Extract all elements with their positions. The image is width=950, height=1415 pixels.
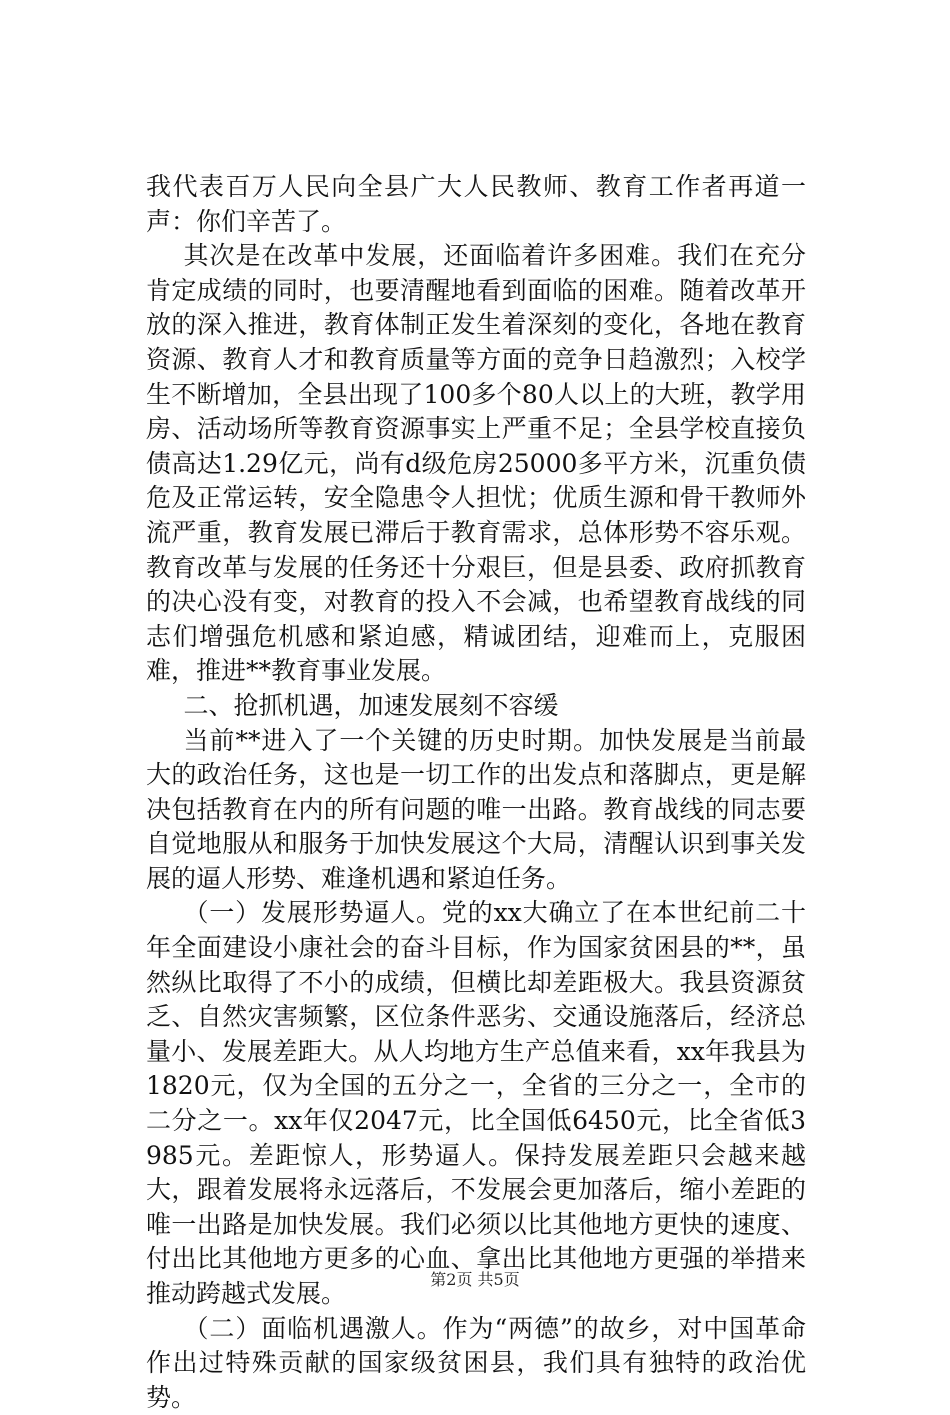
paragraph-situation: （一）发展形势逼人。党的xx大确立了在本世纪前二十年全面建设小康社会的奋斗目标，作为国家贫困县的**，虽然纵比取得了不小的成绩，但横比却差距极大。我县资源贫乏、自然灾害频繁，区位条件恶劣、交通设施落后，经济总量小、发展差距大。从人均地方生产总值来看，xx年我县为1820元，仅为全国的五分之一，全省的三分之一，全市的二分之一。xx年仅2047元，比全国低6450元，比全省低3985元。差距惊人，形势逼人。保持发展差距只会越来越大，跟着发展将永远落后，不发展会更加落后，缩小差距的唯一出路是加快发展。我们必须以比其他地方更快的速度、付出比其他地方更多的心血、拿出比其他地方更强的举措来推动跨越式发展。 [146,898,806,1308]
document-body [146,170,806,1415]
paragraph-difficulties: 其次是在改革中发展，还面临着许多困难。我们在充分肯定成绩的同时，也要清醒地看到面临的困难。随着改革开放的深入推进，教育体制正发生着深刻的变化，各地在教育资源、教育人才和教育质量等方面的竞争日趋激烈；入校学生不断增加，全县出现了100多个80人以上的大班，教学用房、活动场所等教育资源事实上严重不足；全县学校直接负债高达1.29亿元，尚有d级危房25000多平方米，沉重负债危及正常运转，安全隐患令人担忧；优质生源和骨干教师外流严重，教育发展已滞后于教育需求，总体形势不容乐观。教育改革与发展的任务还十分艰巨，但是县委、政府抓教育的决心没有变，对教育的投入不会减，也希望教育战线的同志们增强危机感和紧迫感，精诚团结，迎难而上，克服困难，推进**教育事业发展。 [146,241,806,686]
paragraph-continuation: 我代表百万人民向全县广大人民教师、教育工作者再道一声：你们辛苦了。 [146,172,806,236]
page-footer: 第2页 共5页 [430,1270,520,1289]
paragraph-key-period: 当前**进入了一个关键的历史时期。加快发展是当前最大的政治任务，这也是一切工作的出发点和落脚点，更是解决包括教育在内的所有问题的唯一出路。教育战线的同志要自觉地服从和服务于加快发展这个大局，清醒认识到事关发展的逼人形势、难逢机遇和紧迫任务。 [146,725,806,893]
section-heading-2: 二、抢抓机遇，加速发展刻不容缓 [183,690,559,720]
paragraph-opportunity: （二）面临机遇激人。作为“两德”的故乡，对中国革命作出过特殊贡献的国家级贫困县，我们具有独特的政治优势。 [146,1313,806,1412]
